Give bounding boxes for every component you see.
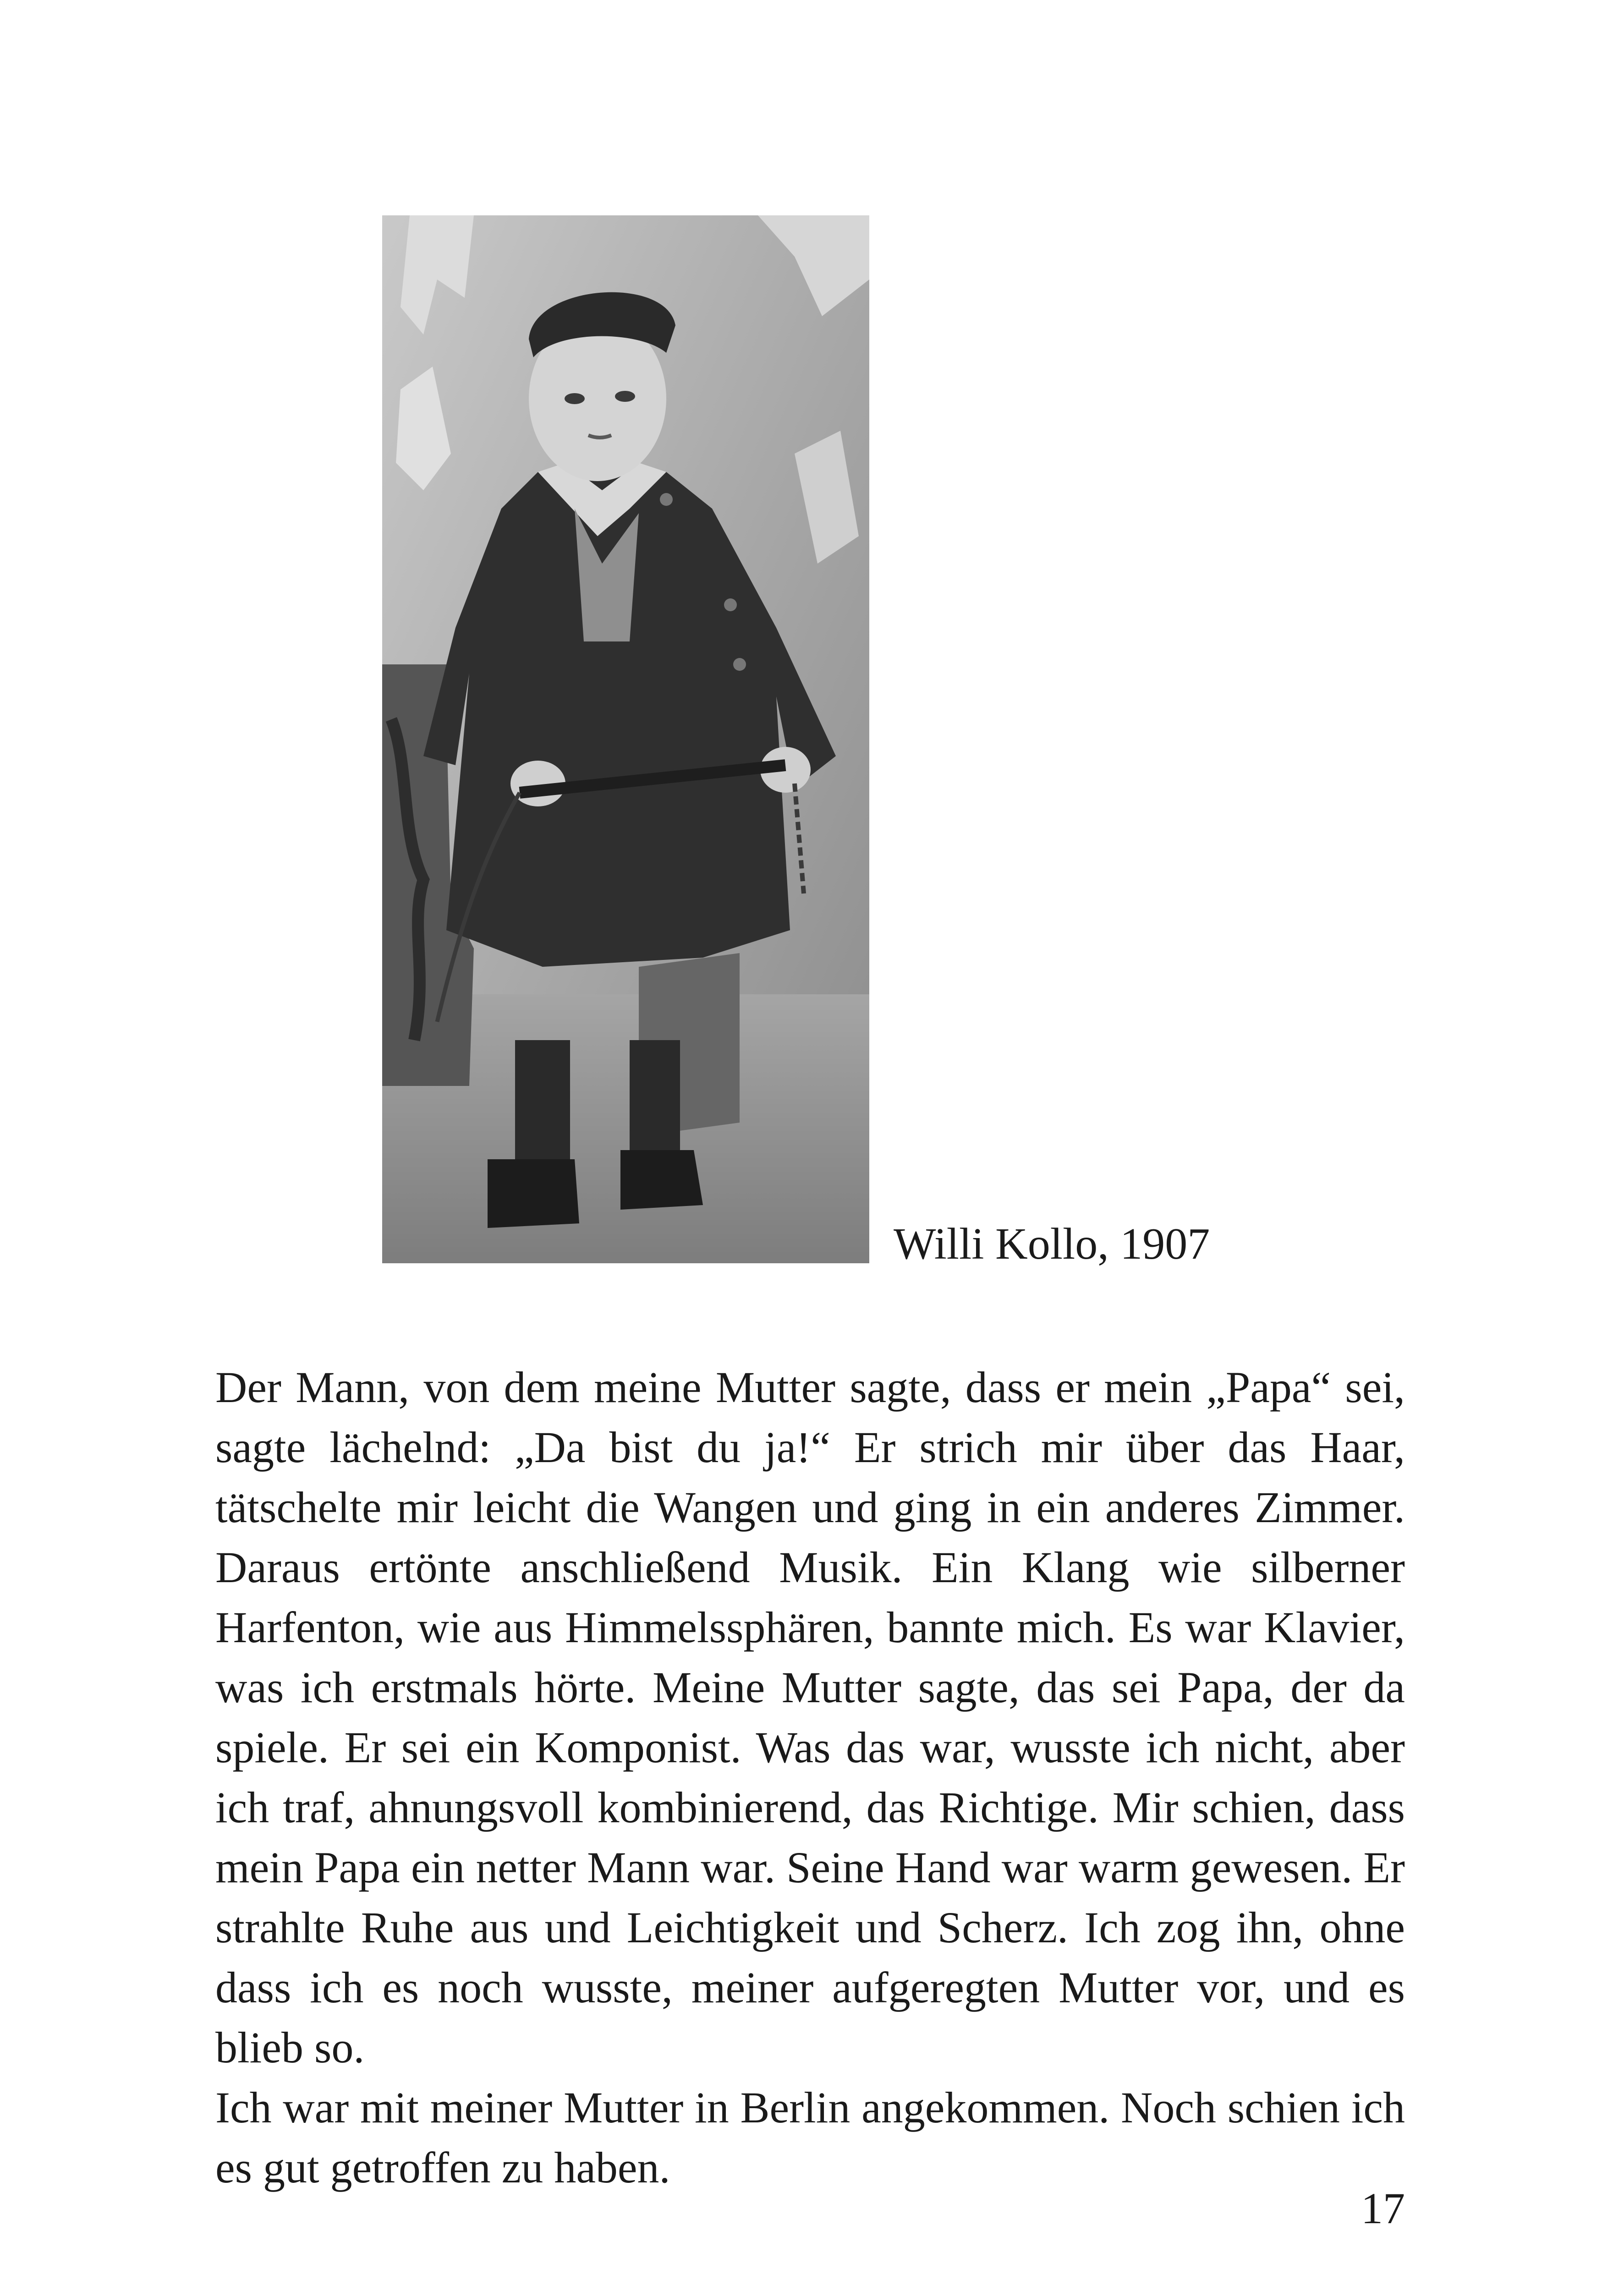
portrait-photo-image: [382, 215, 869, 1263]
portrait-photo: [382, 215, 869, 1263]
paragraph: Ich war mit meiner Mutter in Berlin angekommen. Noch schien ich es gut getroffen zu haben.: [215, 2083, 1405, 2192]
body-text: [215, 1357, 1405, 2198]
paragraph: Der Mann, von dem meine Mutter sagte, dass er mein „Papa“ sei, sagte lächelnd: „Da bist du ja!“ Er strich mir über das Haar, tätschelte mir leicht die Wangen und ging in ein anderes Zimmer. Daraus ertönte anschließend Musik. Ein Klang wie silberner Harfenton, wie aus Himmelssphären, bannte mich. Es war Klavier, was ich erstmals hörte. Meine Mutter sagte, das sei Papa, der da spiele. Er sei ein Komponist. Was das war, wusste ich nicht, aber ich traf, ahnungsvoll kombinierend, das Richtige. Mir schien, dass mein Papa ein netter Mann war. Seine Hand war warm gewesen. Er strahlte Ruhe aus und Leichtigkeit und Scherz. Ich zog ihn, ohne dass ich es noch wusste, meiner aufgeregten Mutter vor, und es blieb so.: [215, 1363, 1405, 2072]
page-number: 17: [1361, 2184, 1405, 2233]
photo-caption: Willi Kollo, 1907: [894, 1219, 1210, 1269]
